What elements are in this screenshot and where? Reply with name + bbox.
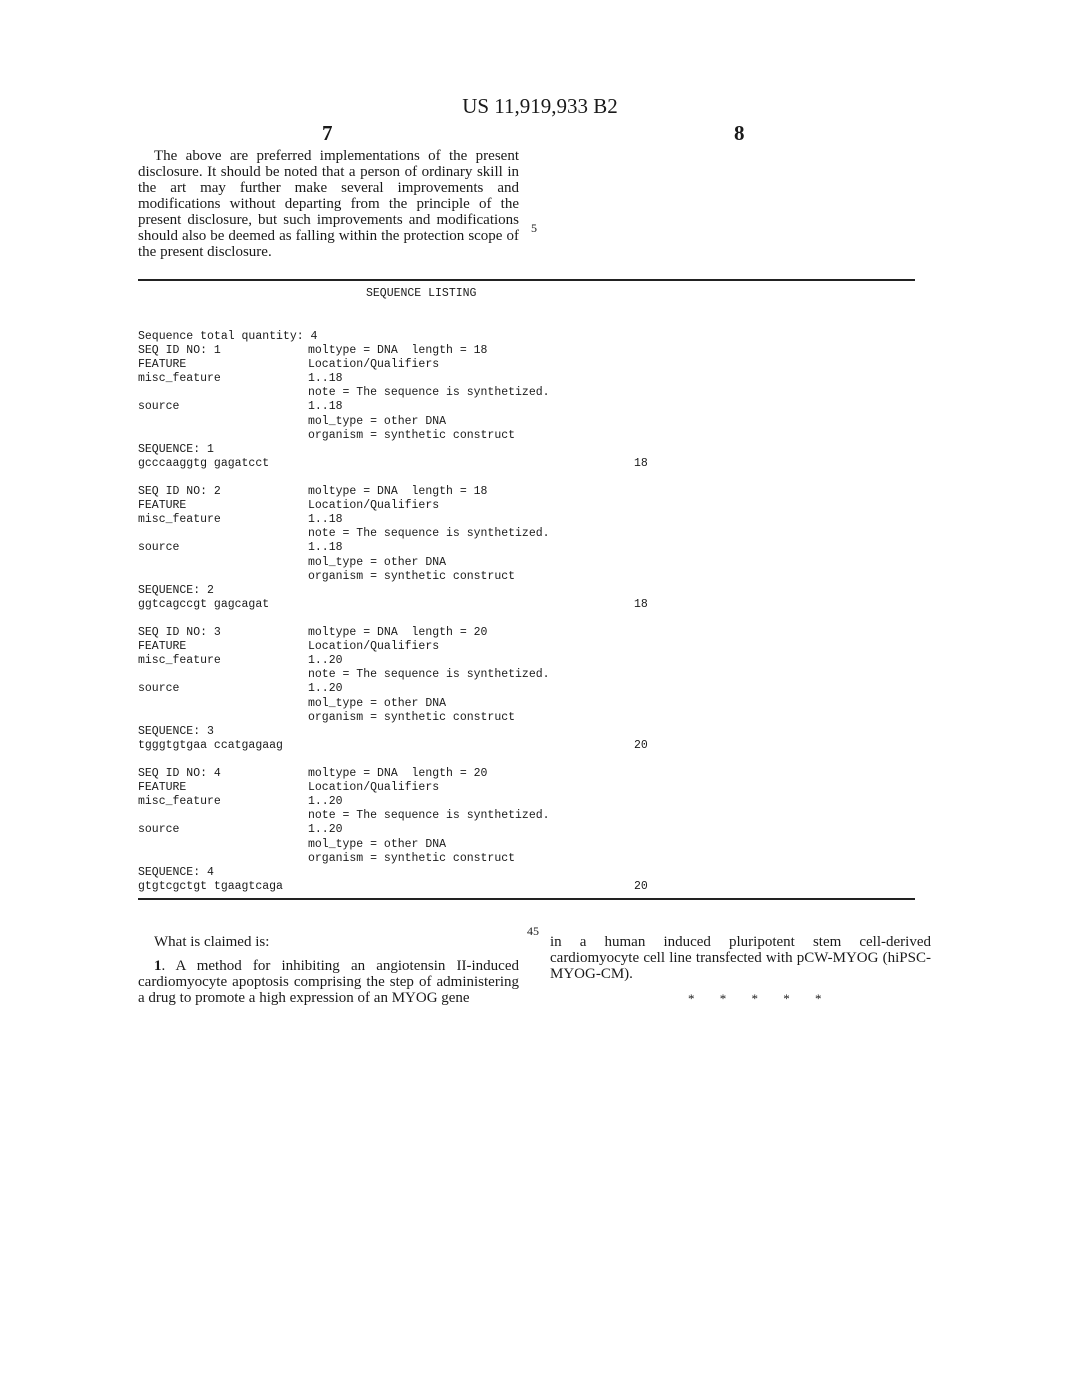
seq-1-count: 18 (634, 456, 648, 470)
seq-2-sequence-label: SEQUENCE: 2 (138, 583, 214, 597)
seq-4-range2: 1..20 (308, 823, 343, 837)
seq-1-mol-type: mol_type = other DNA (308, 414, 447, 428)
seq-4-misc-feature: misc_feature (138, 795, 221, 809)
seq-1-moltype: moltype = DNA length = 18 (308, 344, 488, 357)
seq-3-note: note = The sequence is synthetized. (308, 668, 550, 682)
seq-2-range2: 1..18 (308, 541, 343, 555)
seq-2-seq-id: SEQ ID NO: 2 (138, 485, 221, 498)
claims-left-column (138, 934, 519, 1006)
seq-3-organism: organism = synthetic construct (308, 710, 516, 724)
seq-4-seq-id: SEQ ID NO: 4 (138, 767, 221, 780)
seq-1-note: note = The sequence is synthetized. (308, 386, 550, 400)
margin-line-number-45: 45 (527, 924, 539, 938)
patent-number: US 11,919,933 B2 (462, 94, 618, 118)
sequence-listing-title: SEQUENCE LISTING (366, 287, 477, 300)
seq-1-range1: 1..18 (308, 372, 343, 386)
intro-text: The above are preferred implementations of the present disclosure. It should be noted that a person of ordinary skill in the art may further make several improvements and modifications without departing from the principle of the present disclosure, but such improvements and modifications should also be deemed as falling within the protection scope of the present disclosure. (138, 148, 519, 260)
seq-2-location: Location/Qualifiers (308, 499, 440, 513)
seq-2-mol-type: mol_type = other DNA (308, 555, 447, 569)
seq-4-sequence: gtgtcgctgt tgaagtcaga (138, 879, 283, 893)
seq-2-misc-feature: misc_feature (138, 513, 221, 527)
column-number-left: 7 (322, 121, 333, 145)
seq-1-organism: organism = synthetic construct (308, 428, 516, 442)
seq-2-moltype: moltype = DNA length = 18 (308, 485, 488, 498)
margin-line-number-5: 5 (531, 221, 537, 235)
sequence-total-quantity: Sequence total quantity: 4 (138, 330, 318, 343)
seq-1-sequence: gcccaaggtg gagatcct (138, 456, 270, 470)
seq-3-count: 20 (634, 738, 648, 752)
seq-3-misc-feature: misc_feature (138, 654, 221, 668)
seq-3-feature: FEATURE (138, 640, 187, 654)
seq-2-note: note = The sequence is synthetized. (308, 527, 550, 541)
seq-4-count: 20 (634, 879, 648, 893)
column-number-right: 8 (734, 121, 745, 145)
seq-3-range2: 1..20 (308, 682, 343, 696)
seq-2-organism: organism = synthetic construct (308, 569, 516, 583)
seq-2-sequence: ggtcagccgt gagcagat (138, 597, 270, 611)
claims-right-column (550, 934, 931, 982)
seq-1-misc-feature: misc_feature (138, 372, 221, 386)
seq-4-note: note = The sequence is synthetized. (308, 809, 550, 823)
seq-1-seq-id: SEQ ID NO: 1 (138, 344, 221, 357)
seq-1-range2: 1..18 (308, 400, 343, 414)
seq-3-location: Location/Qualifiers (308, 640, 440, 654)
seq-4-source: source (138, 823, 180, 837)
claim-text-right: in a human induced pluripotent stem cell-derived cardiomyocyte cell line transfected with pCW-MYOG (hiPSC-MYOG-CM). (550, 934, 931, 982)
seq-4-location: Location/Qualifiers (308, 781, 440, 795)
seq-4-feature: FEATURE (138, 781, 187, 795)
seq-3-mol-type: mol_type = other DNA (308, 696, 447, 710)
seq-2-source: source (138, 541, 180, 555)
claim-text-left: . A method for inhibiting an angiotensin II-induced cardiomyocyte apoptosis comprising the step of administering a drug to promote a high expression of an MYOG gene (138, 958, 519, 1006)
claim-1 (138, 958, 519, 1006)
seq-4-mol-type: mol_type = other DNA (308, 837, 447, 851)
seq-4-sequence-label: SEQUENCE: 4 (138, 865, 214, 879)
seq-3-sequence: tgggtgtgaa ccatgagaag (138, 738, 283, 752)
seq-1-feature: FEATURE (138, 358, 187, 372)
seq-3-sequence-label: SEQUENCE: 3 (138, 724, 214, 738)
top-rule (138, 279, 915, 281)
seq-3-range1: 1..20 (308, 654, 343, 668)
seq-3-seq-id: SEQ ID NO: 3 (138, 626, 221, 639)
seq-4-range1: 1..20 (308, 795, 343, 809)
seq-1-source: source (138, 400, 180, 414)
seq-2-range1: 1..18 (308, 513, 343, 527)
bottom-rule (138, 898, 915, 900)
claim-number: 1 (154, 958, 162, 974)
seq-4-moltype: moltype = DNA length = 20 (308, 767, 488, 780)
intro-paragraph (138, 148, 519, 260)
seq-2-count: 18 (634, 597, 648, 611)
seq-3-moltype: moltype = DNA length = 20 (308, 626, 488, 639)
seq-4-organism: organism = synthetic construct (308, 851, 516, 865)
claims-heading: What is claimed is: (154, 934, 270, 950)
seq-1-sequence-label: SEQUENCE: 1 (138, 442, 214, 456)
end-marks: * * * * * (688, 991, 833, 1006)
seq-1-location: Location/Qualifiers (308, 358, 440, 372)
seq-3-source: source (138, 682, 180, 696)
seq-2-feature: FEATURE (138, 499, 187, 513)
